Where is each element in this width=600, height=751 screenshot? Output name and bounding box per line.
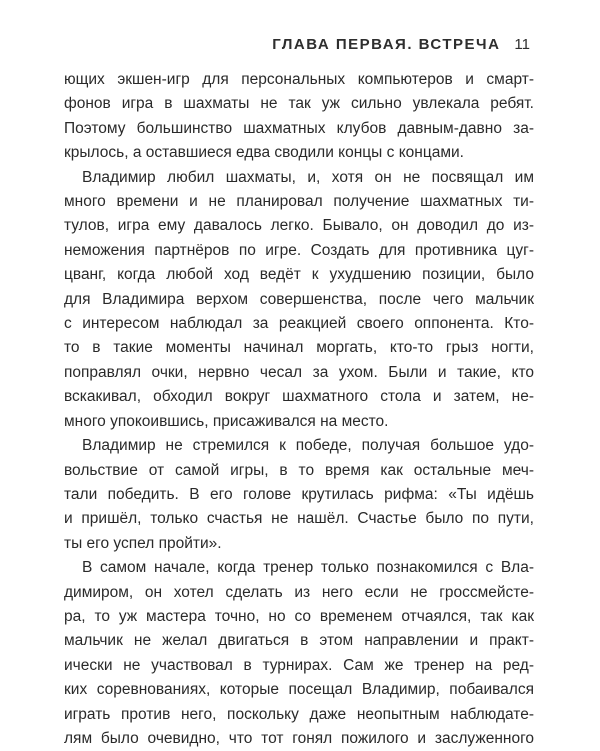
text-line: фонов игра в шахматы не так уж сильно увлекала ребят. [64,95,534,113]
paragraph [64,556,534,751]
text-line: ически не участвовал в турнирах. Сам же тренер на ред- [64,656,534,674]
text-line: поправлял очки, нервно чесал за ухом. Были и такие, кто [64,363,534,381]
running-header [272,36,530,53]
text-line: тулов, игра ему давалось легко. Бывало, он доводил до из- [64,217,534,235]
chapter-title: ГЛАВА ПЕРВАЯ. ВСТРЕЧА [272,36,501,53]
text-line: для Владимира верхом совершенства, после чего мальчик [64,290,534,308]
text-line: и пришёл, только счастья не нашёл. Счастье было по пути, [64,510,534,528]
text-line: лям было очевидно, что тот гонял пожилого и заслуженного [64,729,534,747]
text-line: крылось, а оставшиеся едва сводили концы с концами. [64,144,464,162]
text-line: вскакивал, обходил вокруг шахматного стола и затем, не- [64,388,534,406]
text-line: цванг, когда любой ход ведёт к ухудшению позиции, было [64,266,534,284]
paragraph [64,166,534,434]
text-line: Владимир не стремился к победе, получая большое удо- [82,437,534,455]
text-line: тали победить. В его голове крутилась рифма: «Ты идёшь [64,485,534,503]
text-line: ких соревнованиях, которые посещал Владимир, побаивался [64,681,534,699]
text-line: димиром, он хотел сделать из него если не гроссмейсте- [64,583,534,601]
paragraph [64,68,534,166]
text-line: много времени и не планировал получение шахматных ти- [64,193,534,211]
text-line: играть против него, поскольку даже неопытным наблюдате- [64,705,534,723]
text-line: Владимир любил шахматы, и, хотя он не посвящал им [82,168,534,186]
text-line: то в такие моменты начинал моргать, кто-то грыз ногти, [64,339,534,357]
text-line: ра, то уж мастера точно, но со временем отчаялся, так как [64,607,534,625]
text-line: с интересом наблюдал за реакцией своего оппонента. Кто- [64,315,534,333]
text-line: Поэтому большинство шахматных клубов давным-давно за- [64,119,534,137]
text-line: неможения партнёров по игре. Создать для противника цуг- [64,241,534,259]
page-body-text [64,68,534,751]
text-line: В самом начале, когда тренер только познакомился с Вла- [82,559,534,577]
text-line: много упокоившись, присаживался на место. [64,412,389,430]
text-line: мальчик не желал двигаться в этом направлении и практ- [64,632,534,650]
text-line: ты его успел пройти». [64,534,222,552]
text-line: вольствие от самой игры, в то время как остальные меч- [64,461,534,479]
paragraph [64,434,534,556]
text-line: ющих экшен-игр для персональных компьютеров и смарт- [64,71,534,88]
page-number: 11 [514,36,530,53]
